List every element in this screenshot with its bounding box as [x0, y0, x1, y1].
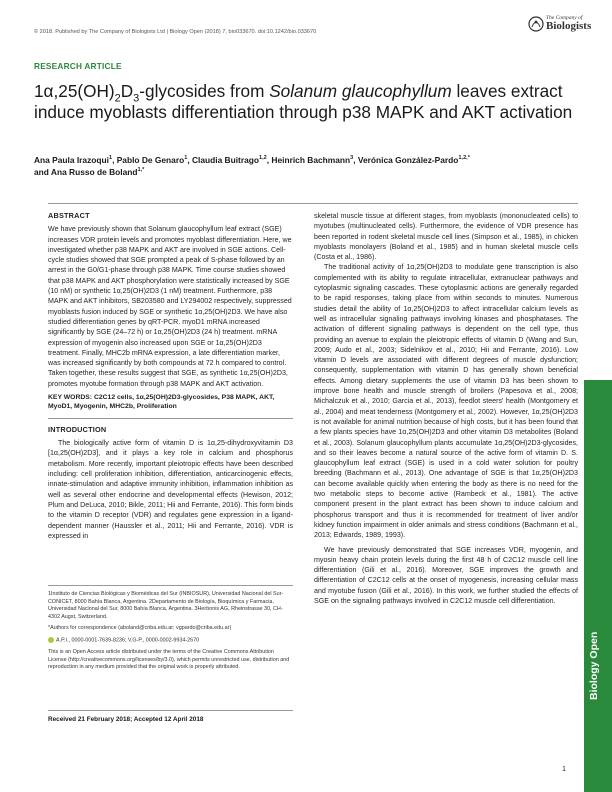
company-of-biologists-logo-icon: [527, 15, 545, 33]
title-part: -glycosides from: [139, 81, 270, 101]
right-column: [314, 211, 578, 606]
title-part: 1α,25(OH): [34, 81, 115, 101]
author-name[interactable]: Ana Paula Irazoqui: [34, 155, 109, 165]
author-affiliation-mark: 1,2: [259, 155, 267, 162]
intro-paragraph: The biologically active form of vitamin D is 1α,25-dihydroxyvitamin D3 [1α,25(OH)2D3], and it plays a key role in calcium and phosphorus metabolism. More recently, important pleiotropic effects have been described including: cell proliferation inhibition, differentiation, anticarcinogenic effects, innate-stimulation and adaptive immunity inhibition, inflammation inhibition as well as several other endocrine and developmental effects (Hewison, 2012; Plum and DeLuca, 2010; Bikle, 2011; Hii and Ferrante, 2016). This form binds to the vitamin D receptor (VDR) and regulates gene expression in a ligand-dependent manner (Haussler et al., 2011; Hii and Ferrante, 2016). VDR is expressed in: [48, 439, 293, 540]
author-name[interactable]: , Verónica González-Pardo: [353, 155, 459, 165]
orcid-icon: [48, 637, 54, 643]
author-affiliation-mark: 1: [108, 155, 113, 162]
orcid-text: A.P.I., 0000-0001-7639-8236; V.G-P., 0000-0002-9934-2670: [56, 637, 200, 644]
author-name[interactable]: , Pablo De Genaro: [112, 155, 185, 165]
introduction-heading: INTRODUCTION: [48, 424, 107, 434]
title-subscript: 3: [133, 92, 140, 105]
page-number: 1: [562, 764, 566, 773]
author-list: [34, 155, 574, 178]
publisher-logo[interactable]: [546, 15, 591, 32]
author-affiliation-mark: 1,*: [137, 166, 145, 173]
keywords: KEY WORDS: C2C12 cells, 1α,25(OH)2D3-glycosides, P38 MAPK, AKT, MyoD1, Myogenin, MHC2b, Proliferation: [48, 394, 275, 411]
citation-header: © 2018. Published by The Company of Biologists Ltd | Biology Open (2018) 7, bio033670. doi:10.1242/bio.033670: [34, 29, 317, 35]
left-column: [48, 211, 293, 541]
footnotes: [48, 591, 293, 672]
article-title: [34, 81, 574, 122]
logo-small-text: The Company of: [546, 15, 583, 21]
author-name[interactable]: and Ana Russo de Boland: [34, 166, 138, 177]
orcid-footnote[interactable]: [48, 637, 293, 645]
article-type-label: RESEARCH ARTICLE: [34, 61, 122, 71]
body-paragraph: The traditional activity of 1α,25(OH)2D3 to modulate gene transcription is also complemented with its ability to regulate intracellular, extranuclear pathways and cytoplasmic signaling cascades. These cytoplasmic actions are generally regarded to be rapid responses, taking place from within seconds to minutes. Numerous studies detail the ability of 1α,25(OH)2D3 to affect intracellular calcium levels as well as intracellular signaling pathways involving kinases and phosphatases. The activation of different signaling pathways is dependent on the cell type, thus providing an avenue to explain the pleiotropic effects of vitamin D (Wang and Sun, 2009; Audo et al., 2003; Sidelnikov et al., 2010; Hii and Ferrante, 2016). Low vitamin D levels are associated with different degrees of muscle dysfunction; consequently, supplementation with vitamin D has generally shown beneficial effects. Among dietary supplements the use of vitamin D3 has been shown to improve bone health and muscle strength of broilers (Papesova et al., 2008; Michalczuk et al., 2010; Garcia et al., 2013), feedlot steers' health (Montgomery et al., 2004) and meat tenderness (Montgomery et al., 2002). However, 1α,25(OH)2D3 is not available for animal nutrition because of high costs, but it has been found that a few plants species have 1α,25(OH)2D3 and other vitamin D3 metabolites (Boland et al., 2003). Solanum glaucophyllum plants accumulate 1α,25(OH)2D3-glycosides, and so their leaves become a natural source of the active form of vitamin D. S. glaucophyllum leaf extract (SGE) is used in a cold water solution for poultry breeding (Bachmann et al., 2013). One advantage of SGE is that 1α,25(OH)2D3 can become available quickly when entering the body as there is no need for the two metabolic steps to become active (Rambeck et al., 1981). The active component present in the plant extract has been shown to induce calcium and phosphorus transport and thus it is recommended for treatment of liver and/or kidney function impairment in older animals and stress conditions (Bachmann et al., 2013; Edwards, 1989, 1993).: [314, 263, 578, 540]
logo-big-text: Biologists: [546, 20, 592, 32]
title-part: D: [120, 81, 134, 101]
received-divider: [48, 710, 293, 711]
header-divider: [48, 203, 578, 204]
footnote-divider: [48, 585, 293, 586]
body-paragraph: skeletal muscle tissue at different stages, from myoblasts (mononucleated cells) to myotubes (multinucleated cells). Furthermore, the evidence of VDR presence has been reported in rodent skeletal muscle cell lines (Simpson et al., 1985), in chicken myoblasts monolayers (Boland et al., 1985) and in human skeletal muscle cells (Costa et al., 1986).: [314, 212, 578, 262]
affiliations-footnote: 1Instituto de Ciencias Biológicas y Biomédicas del Sur (INBIOSUR), Universidad Nacional del Sur-CONICET, 8000 Bahía Blanca, Argentina. 2Departamento de Biología, Bioquímica y Farmacia, Universidad Nacional del Sur, 8000 Bahía Blanca, Argentina. 3Herbonis AG, Rheinstrasse 30, CH-4302 Augst, Switzerland.: [48, 591, 284, 620]
correspondence-footnote[interactable]: *Authors for correspondence (aboland@criba.edu.ar; vgpardo@criba.edu.ar): [48, 625, 232, 632]
author-name[interactable]: , Claudia Buitrago: [187, 155, 259, 165]
abstract-text: We have previously shown that Solanum glaucophyllum leaf extract (SGE) increases VDR protein levels and promotes myoblast differentiation. Here, we investigated whether p38 MAPK and AKT are involved in SGE actions. Cell-cycle studies showed that SGE prompted a peak of S-phase followed by an arrest in the G0/G1-phase through p38 MAPK. Time course studies showed that p38 MAPK and AKT phosphorylation were statistically increased by SGE (10 nM) or synthetic 1α,25(OH)2D3 (1 nM) treatment. Furthermore, p38 MAPK and AKT inhibitors, SB203580 and LY294002 respectively, suppressed myoblasts fusion induced by SGE or synthetic 1α,25(OH)2D3. We have also studied differentiation genes by qRT-PCR. myoD1 mRNA increased significantly by SGE (24–72 h) or 1α,25(OH)2D3 (24 h) treatment. mRNA expression of myogenin also increased upon SGE or 1α,25(OH)2D3 treatment. Finally, MHC2b mRNA expression, a late differentiation marker, was increased significantly by both compounds at 72 h compared to control. Taken together, these results suggest that SGE, as synthetic 1α,25(OH)2D3, promotes myotube formation through p38 MAPK and AKT activation.: [48, 225, 292, 388]
title-subscript: 2: [114, 92, 121, 105]
author-name[interactable]: , Heinrich Bachmann: [266, 155, 351, 165]
license-footnote[interactable]: This is an Open Access article distributed under the terms of the Creative Commons Attribution License (http://creativecommons.org/licenses/by/3.0), which permits unrestricted use, distribution and reproduction in any medium provided that the original work is properly attributed.: [48, 648, 290, 671]
journal-side-tab-label: Biology Open: [588, 631, 600, 700]
journal-side-tab: [584, 380, 612, 792]
title-species-name: Solanum glaucophyllum: [269, 81, 452, 101]
author-affiliation-mark: 1: [184, 155, 188, 162]
body-paragraph: We have previously demonstrated that SGE increases VDR, myogenin, and myosin heavy chain protein levels during the first 48 h of C2C12 muscle cell line differentiation (Gili et al., 2016). Moreover, SGE improves the growth and differentiation of C2C12 cells at the onset of myogenesis, increasing cellular mass and myotube fusion (Gili et al., 2016). In this work, we further studied the effects of SGE on the signaling pathways involved in C2C12 muscle cell differentiation.: [314, 545, 578, 605]
abstract-heading: ABSTRACT: [48, 211, 90, 220]
abstract-divider: [48, 418, 293, 419]
author-affiliation-mark: 3: [350, 155, 354, 162]
title-part: leaves extract induce myoblasts differentiation through p38 MAPK and AKT activation: [34, 81, 573, 122]
received-dates: Received 21 February 2018; Accepted 12 April 2018: [48, 716, 204, 723]
author-affiliation-mark: 1,2,*: [458, 155, 470, 162]
